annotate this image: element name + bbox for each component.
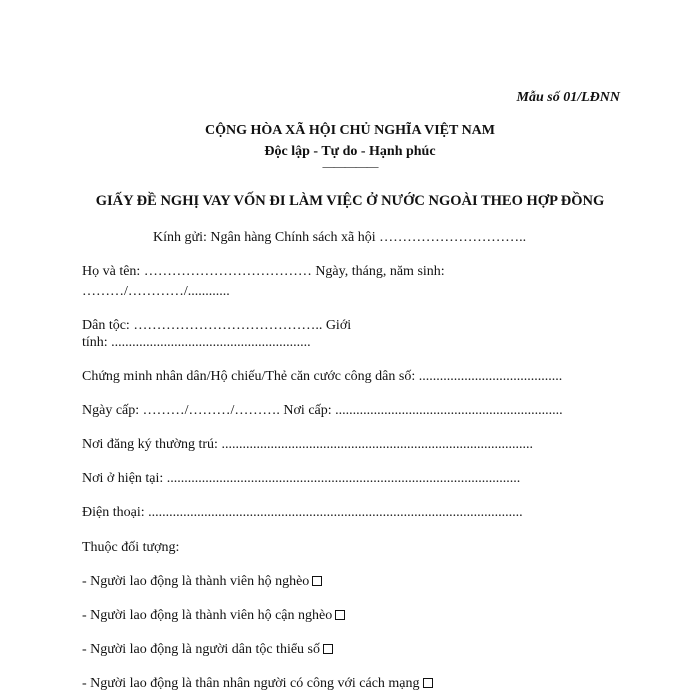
form-code: Mẫu số 01/LĐNN <box>516 90 620 105</box>
recipient-line: Kính gửi: Ngân hàng Chính sách xã hội ………………………….. <box>153 230 527 245</box>
revolutionary-relative-checkbox[interactable] <box>423 678 433 688</box>
name-field: Họ và tên: ……………………………… Ngày, tháng, năm sinh: <box>82 264 445 279</box>
issue-date-place-field: Ngày cấp: ………/………/………. Nơi cấp: ................................................................. <box>82 403 563 418</box>
category-item <box>82 642 333 658</box>
dob-field: ………/…………/............ <box>82 284 230 299</box>
gender-field: tính: ......................................................... <box>82 335 311 350</box>
national-title: CỘNG HÒA XÃ HỘI CHỦ NGHĨA VIỆT NAM <box>204 123 495 138</box>
category-item <box>82 608 345 624</box>
category-label: - Người lao động là người dân tộc thiểu số <box>82 642 320 657</box>
ethnicity-field: Dân tộc: ………………………………….. Giới <box>82 318 352 333</box>
poor-household-checkbox[interactable] <box>312 576 322 586</box>
category-label: - Người lao động là thành viên hộ nghèo <box>82 574 310 589</box>
category-label: - Người lao động là thành viên hộ cận nghèo <box>82 608 333 623</box>
category-heading: Thuộc đối tượng: <box>82 540 180 555</box>
ethnic-minority-checkbox[interactable] <box>323 644 333 654</box>
category-label: - Người lao động là thân nhân người có công với cách mạng <box>82 676 420 691</box>
phone-field: Điện thoại: ........................................................................................................... <box>82 505 523 520</box>
category-item <box>82 676 433 692</box>
current-address-field: Nơi ở hiện tại: ..................................................................................................... <box>82 471 521 486</box>
document-title: GIẤY ĐỀ NGHỊ VAY VỐN ĐI LÀM VIỆC Ở NƯỚC NGOÀI THEO HỢP ĐỒNG <box>95 193 605 209</box>
category-item <box>82 574 322 590</box>
motto-underline: ————— <box>322 159 378 173</box>
permanent-address-field: Nơi đăng ký thường trú: ......................................................................................... <box>82 437 533 452</box>
national-motto: Độc lập - Tự do - Hạnh phúc <box>264 144 436 159</box>
id-number-field: Chứng minh nhân dân/Hộ chiếu/Thẻ căn cước công dân số: ......................................... <box>82 369 563 384</box>
near-poor-household-checkbox[interactable] <box>335 610 345 620</box>
